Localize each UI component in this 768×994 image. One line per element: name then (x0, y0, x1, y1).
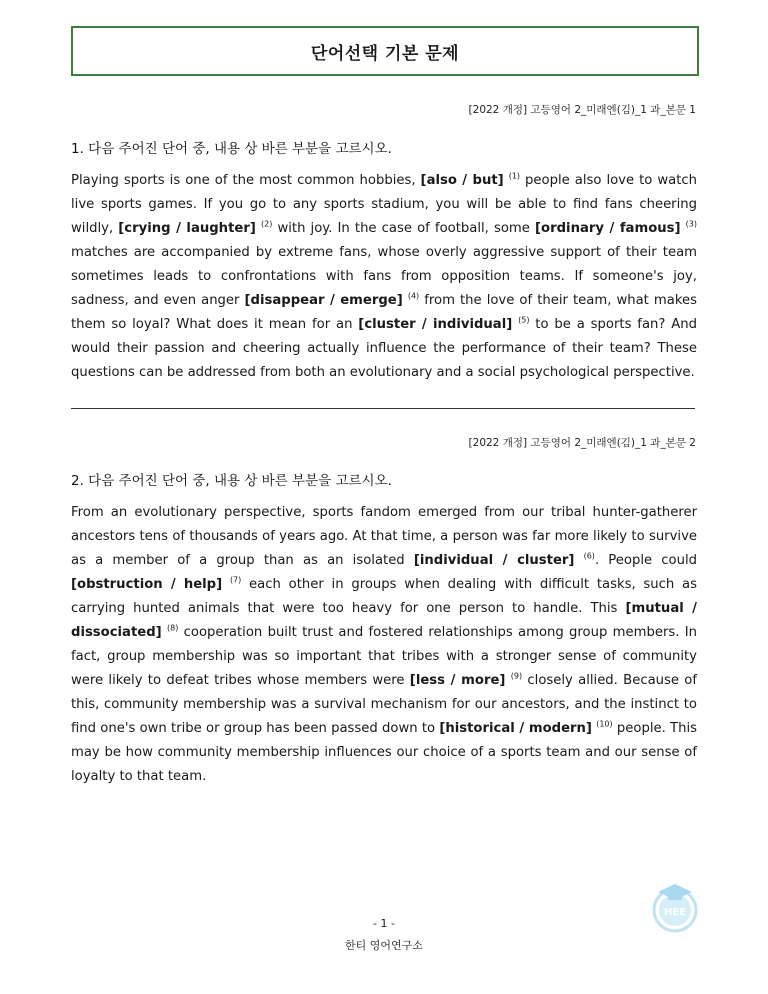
passage-text: to be a sports fan? And would their passion and cheering actually influence the performance of their team? These questions can be addressed from both an evolutionary and a social psychological perspective. (71, 317, 697, 380)
passage-text: From an evolutionary perspective, sports fandom emerged from our tribal hunter-gatherer ancestors tens of thousands of years ago. At that time, a person was far more likely to survive as a member of a group than as an isolated (71, 505, 697, 568)
blank-number: (3) (685, 219, 697, 229)
passage-text: cooperation built trust and fostered relationships among group members. In fact, group membership was so important that tribes with a stronger sense of community were likely to defeat tribes whose members were (71, 625, 697, 688)
word-choice: [ordinary / famous] (535, 221, 681, 236)
passage-text: closely allied. Because of this, community membership was a survival mechanism for our ancestors, and the instinct to find one's own tribe or group has been passed down to (71, 673, 697, 736)
blank-number: (6) (583, 551, 595, 561)
passage-text: matches are accompanied by extreme fans, whose overly aggressive support of their team sometimes leads to confrontations with fans from opposition teams. If someone's joy, sadness, and even anger (71, 245, 697, 308)
word-choice: [cluster / individual] (358, 317, 513, 332)
blank-number: (5) (518, 315, 530, 325)
blank-number: (4) (407, 291, 420, 301)
source-label-2: [2022 개정] 고등영어 2_미래엔(김)_1 과_본문 2 (468, 437, 696, 449)
blank-number: (8) (166, 623, 179, 633)
passage-text: each other in groups when dealing with difficult tasks, such as carrying hunted animals that were too heavy for one person to handle. This (71, 577, 697, 616)
word-choice: [mutual / dissociated] (71, 601, 697, 640)
blank-number: (2) (260, 219, 273, 229)
blank-number: (7) (229, 575, 242, 585)
title-box (71, 26, 699, 76)
blank-number: (1) (508, 171, 521, 181)
passage-1 (71, 169, 697, 385)
blank-number: (10) (596, 719, 613, 729)
blank-number: (9) (510, 671, 523, 681)
passage-text: with joy. In the case of football, some (272, 221, 536, 236)
passage-text: . People could (594, 553, 697, 568)
question-2: 2. 다음 주어진 단어 중, 내용 상 바른 부분을 고르시오. (71, 473, 392, 489)
word-choice: [disappear / emerge] (244, 293, 403, 308)
question-1: 1. 다음 주어진 단어 중, 내용 상 바른 부분을 고르시오. (71, 141, 392, 157)
hee-logo-icon (648, 880, 702, 934)
section-divider (71, 408, 695, 409)
word-choice: [historical / modern] (439, 721, 592, 736)
logo-text: HEE (663, 907, 687, 918)
word-choice: [also / but] (420, 173, 504, 188)
word-choice: [obstruction / help] (71, 577, 223, 592)
word-choice: [individual / cluster] (413, 553, 575, 568)
word-choice: [less / more] (409, 673, 506, 688)
page-title: 단어선택 기본 문제 (310, 43, 460, 64)
passage-text: people. This may be how community membership influences our choice of a sports team and our sense of loyalty to that team. (71, 721, 697, 784)
footer-org: 한티 영어연구소 (345, 939, 423, 952)
word-choice: [crying / laughter] (118, 221, 256, 236)
passage-text (222, 577, 230, 592)
page-number: - 1 - (373, 917, 395, 930)
passage-text: Playing sports is one of the most common hobbies, (71, 173, 421, 188)
source-label-1: [2022 개정] 고등영어 2_미래엔(김)_1 과_본문 1 (468, 104, 696, 116)
passage-text (574, 553, 583, 568)
passage-text: from the love of their team, what makes them so loyal? What does it mean for an (71, 293, 697, 332)
passage-text: people also love to watch live sports games. If you go to any sports stadium, you will be able to find fans cheering wildly, (71, 173, 697, 236)
passage-2 (71, 501, 697, 789)
